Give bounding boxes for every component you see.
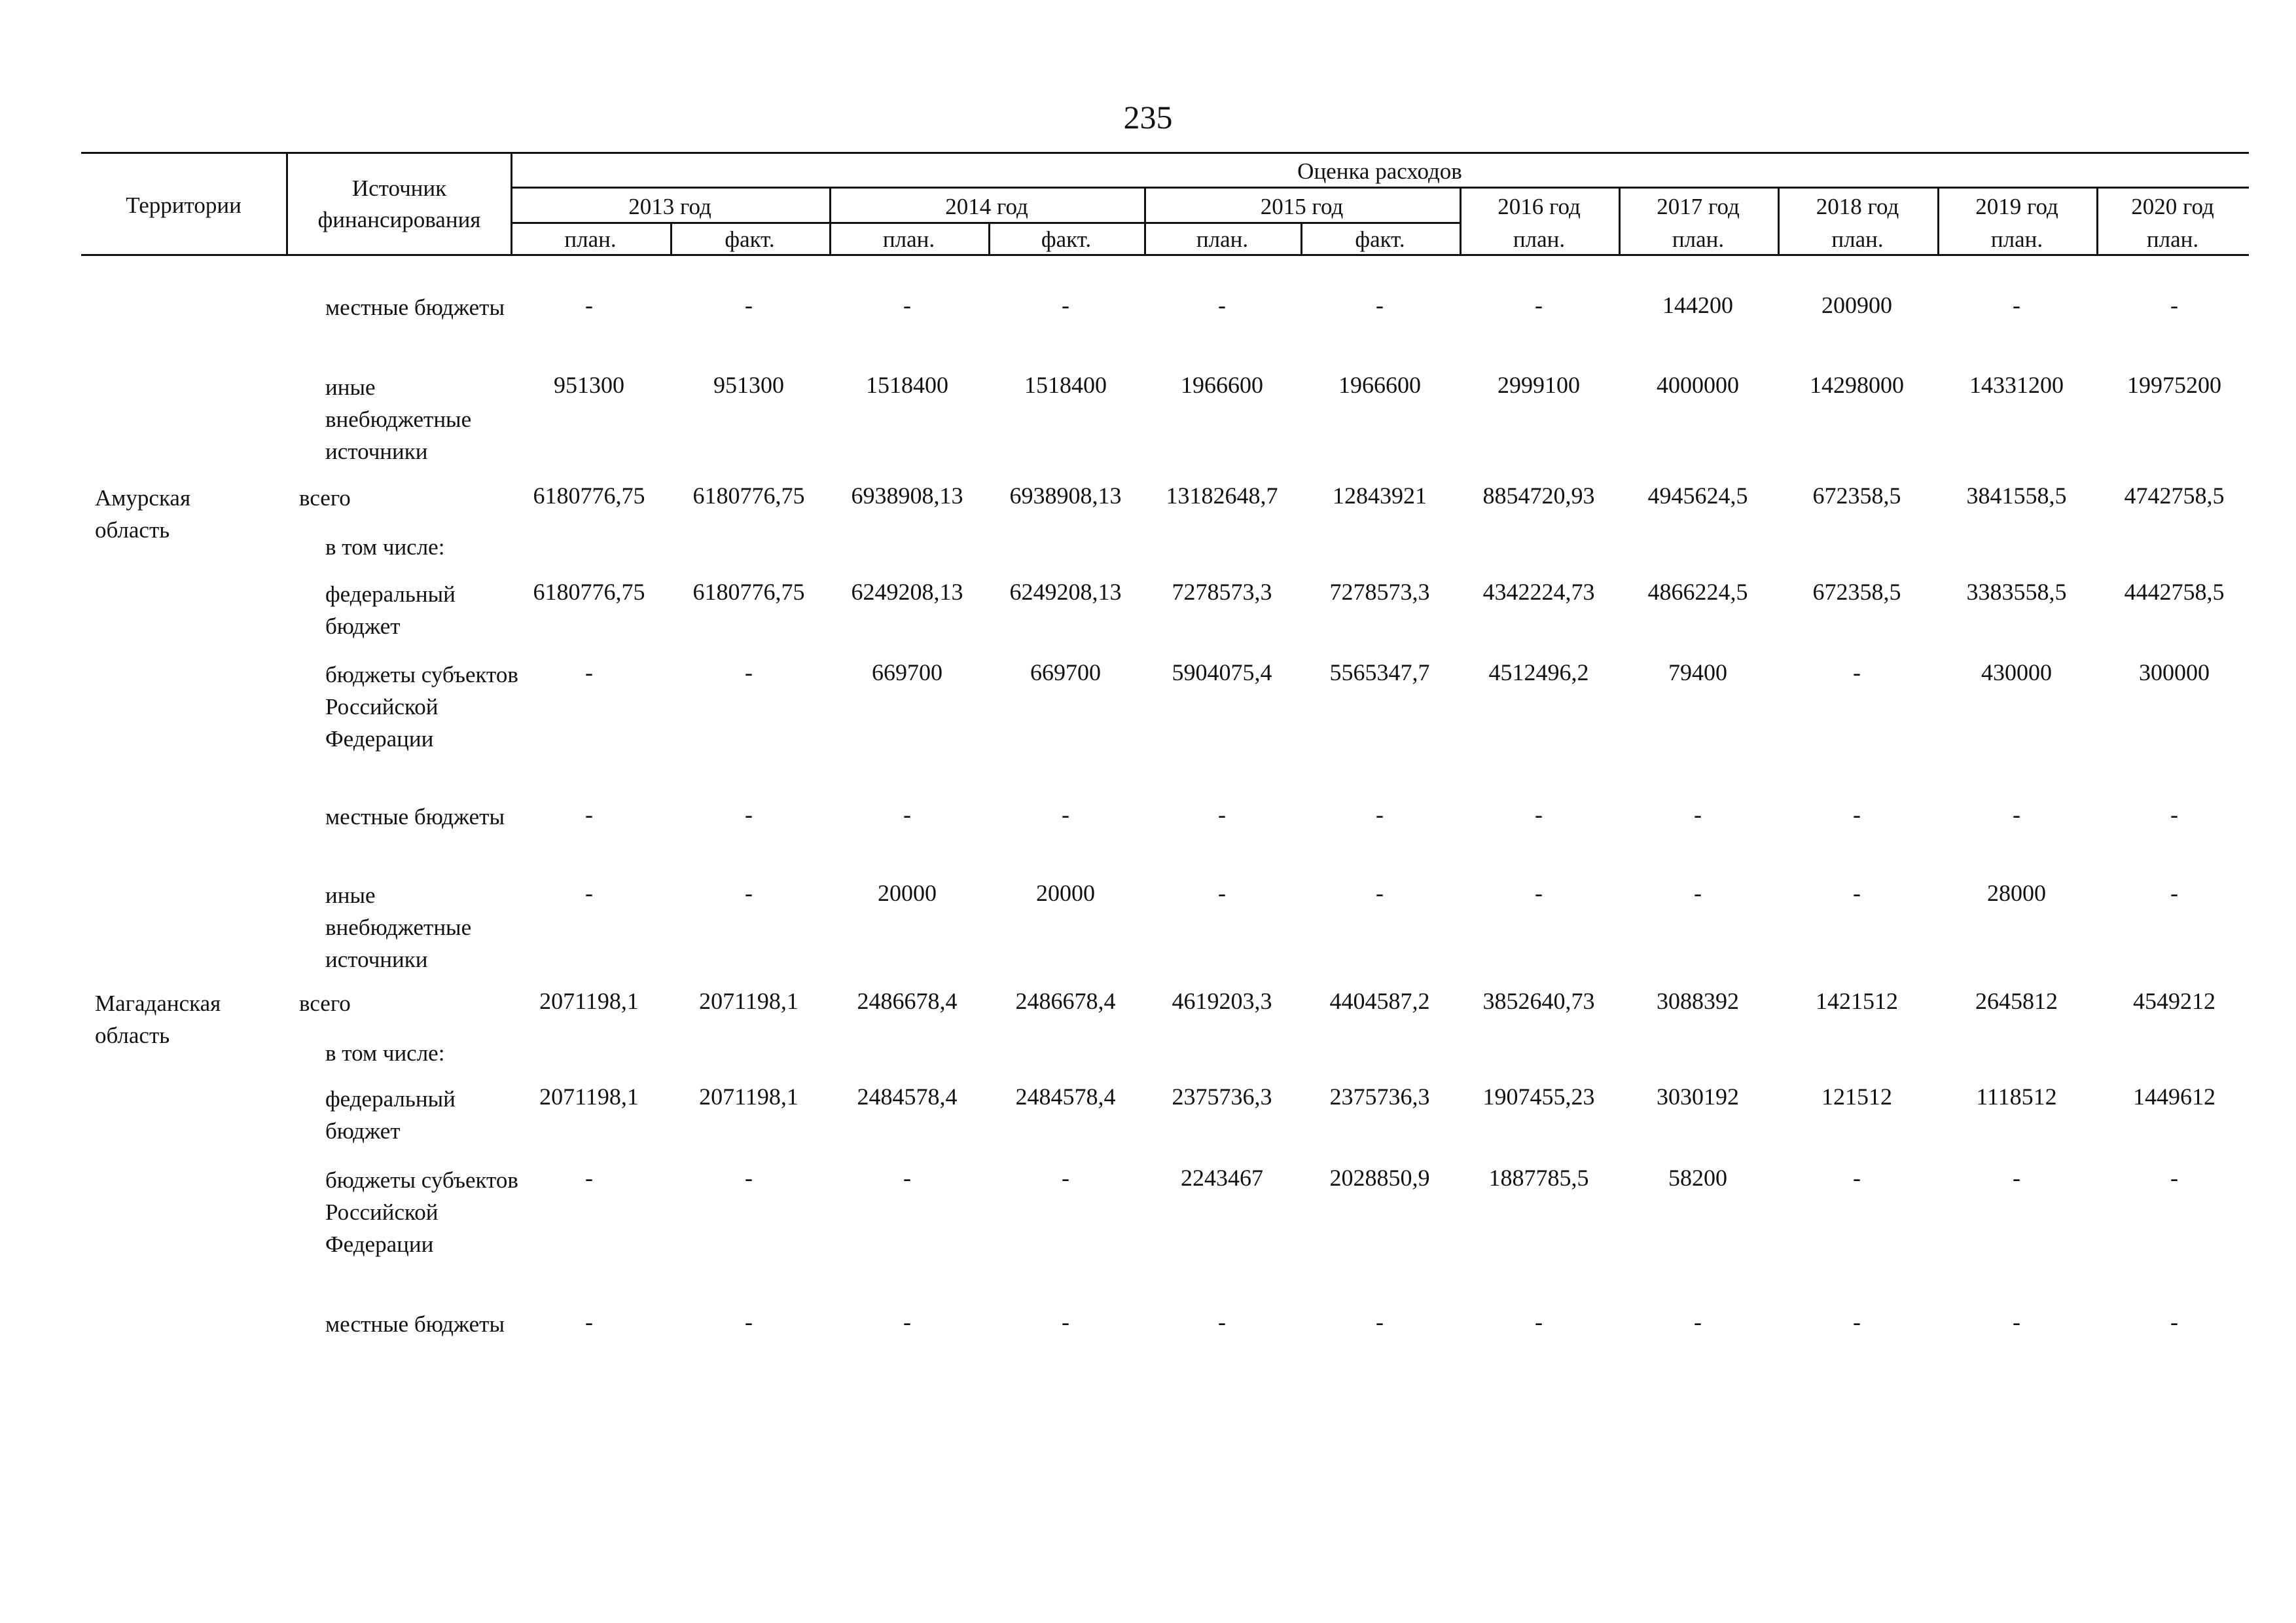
value-cell: - bbox=[903, 801, 911, 828]
value-cell: - bbox=[1062, 292, 1069, 318]
header-subcol: факт. bbox=[1355, 227, 1405, 252]
value-cell: 1966600 bbox=[1338, 372, 1421, 398]
value-cell: 3841558,5 bbox=[1966, 483, 2067, 509]
value-cell: 4512496,2 bbox=[1488, 659, 1589, 685]
value-cell: 5565347,7 bbox=[1329, 659, 1430, 685]
value-cell: - bbox=[2013, 801, 2020, 828]
header-year: 2015 год bbox=[1260, 194, 1344, 219]
value-cell: 4442758,5 bbox=[2124, 579, 2225, 605]
value-cell: 672358,5 bbox=[1812, 579, 1901, 605]
value-cell: 669700 bbox=[1030, 659, 1101, 685]
value-cell: - bbox=[2170, 801, 2178, 828]
value-cell: - bbox=[1218, 1309, 1226, 1335]
value-cell: 28000 bbox=[1987, 880, 2046, 906]
value-cell: 4549212 bbox=[2133, 988, 2215, 1014]
value-cell: 14331200 bbox=[1969, 372, 2064, 398]
value-cell: - bbox=[585, 880, 593, 906]
territory-name: Амурская область bbox=[95, 485, 191, 543]
value-cell: - bbox=[1694, 1309, 1702, 1335]
value-cell: 7278573,3 bbox=[1329, 579, 1430, 605]
value-cell: 20000 bbox=[878, 880, 937, 906]
value-cell: - bbox=[2013, 1309, 2020, 1335]
value-cell: 672358,5 bbox=[1812, 483, 1901, 509]
value-cell: - bbox=[585, 659, 593, 685]
funding-source: бюджеты субъектов Российской Федерации bbox=[325, 662, 518, 752]
value-cell: 951300 bbox=[713, 372, 784, 398]
value-cell: 2071198,1 bbox=[699, 988, 798, 1014]
value-cell: 1449612 bbox=[2133, 1084, 2215, 1110]
value-cell: - bbox=[1853, 659, 1861, 685]
header-subcol: план. bbox=[1831, 227, 1884, 252]
value-cell: 4000000 bbox=[1657, 372, 1739, 398]
value-cell: 4742758,5 bbox=[2124, 483, 2225, 509]
header-year: 2018 год bbox=[1816, 194, 1899, 219]
value-cell: 58200 bbox=[1668, 1165, 1727, 1191]
value-cell: 2028850,9 bbox=[1329, 1165, 1430, 1191]
value-cell: 6180776,75 bbox=[533, 579, 645, 605]
funding-source: иные внебюджетные источники bbox=[325, 883, 472, 972]
header-year: 2016 год bbox=[1498, 194, 1581, 219]
value-cell: - bbox=[1535, 1309, 1543, 1335]
header-subcol: план. bbox=[1672, 227, 1725, 252]
value-cell: 19975200 bbox=[2127, 372, 2221, 398]
value-cell: 6249208,13 bbox=[1009, 579, 1122, 605]
value-cell: 4866224,5 bbox=[1647, 579, 1748, 605]
value-cell: - bbox=[1062, 801, 1069, 828]
header-subcol: план. bbox=[882, 227, 935, 252]
value-cell: - bbox=[1218, 801, 1226, 828]
value-cell: 12843921 bbox=[1333, 483, 1427, 509]
value-cell: 7278573,3 bbox=[1172, 579, 1272, 605]
value-cell: - bbox=[585, 801, 593, 828]
header-top-rule bbox=[81, 152, 2249, 154]
value-cell: - bbox=[745, 1165, 753, 1191]
value-cell: 2375736,3 bbox=[1172, 1084, 1272, 1110]
value-cell: 951300 bbox=[554, 372, 624, 398]
value-cell: 1518400 bbox=[1024, 372, 1107, 398]
header-subcol: факт. bbox=[725, 227, 775, 252]
value-cell: 3088392 bbox=[1657, 988, 1739, 1014]
value-cell: 144200 bbox=[1662, 292, 1733, 318]
value-cell: - bbox=[1376, 292, 1384, 318]
header-subcol: план. bbox=[564, 227, 617, 252]
funding-source: в том числе: bbox=[325, 534, 445, 560]
value-cell: 6938908,13 bbox=[1009, 483, 1122, 509]
funding-source: всего bbox=[299, 485, 351, 511]
value-cell: - bbox=[1218, 880, 1226, 906]
value-cell: - bbox=[1535, 880, 1543, 906]
value-cell: - bbox=[1853, 801, 1861, 828]
value-cell: 13182648,7 bbox=[1166, 483, 1278, 509]
value-cell: 1518400 bbox=[866, 372, 948, 398]
value-cell: 2071198,1 bbox=[539, 988, 639, 1014]
value-cell: 2243467 bbox=[1181, 1165, 1263, 1191]
value-cell: - bbox=[903, 1309, 911, 1335]
value-cell: 8854720,93 bbox=[1482, 483, 1595, 509]
value-cell: 3030192 bbox=[1657, 1084, 1739, 1110]
value-cell: - bbox=[745, 880, 753, 906]
funding-source: федеральный бюджет bbox=[325, 581, 456, 639]
header-source: Источник финансирования bbox=[317, 175, 481, 232]
value-cell: 2484578,4 bbox=[857, 1084, 958, 1110]
value-cell: - bbox=[745, 1309, 753, 1335]
value-cell: - bbox=[585, 292, 593, 318]
value-cell: - bbox=[585, 1309, 593, 1335]
funding-source: местные бюджеты bbox=[325, 295, 505, 320]
value-cell: 2071198,1 bbox=[539, 1084, 639, 1110]
value-cell: - bbox=[1694, 801, 1702, 828]
header-year: 2013 год bbox=[628, 194, 711, 219]
value-cell: - bbox=[1062, 1165, 1069, 1191]
value-cell: 4404587,2 bbox=[1329, 988, 1430, 1014]
territory-name: Магаданская область bbox=[95, 991, 221, 1048]
funding-source: бюджеты субъектов Российской Федерации bbox=[325, 1167, 518, 1257]
value-cell: 79400 bbox=[1668, 659, 1727, 685]
value-cell: 2484578,4 bbox=[1015, 1084, 1116, 1110]
value-cell: 430000 bbox=[1981, 659, 2052, 685]
header-year: 2020 год bbox=[2131, 194, 2214, 219]
header-subcol: план. bbox=[1990, 227, 2043, 252]
value-cell: 2375736,3 bbox=[1329, 1084, 1430, 1110]
value-cell: 5904075,4 bbox=[1172, 659, 1272, 685]
value-cell: - bbox=[1853, 1309, 1861, 1335]
value-cell: 6249208,13 bbox=[851, 579, 963, 605]
value-cell: 3383558,5 bbox=[1966, 579, 2067, 605]
value-cell: 121512 bbox=[1821, 1084, 1892, 1110]
value-cell: - bbox=[2013, 292, 2020, 318]
header-subcol: план. bbox=[1513, 227, 1566, 252]
header-year: 2017 год bbox=[1657, 194, 1740, 219]
value-cell: - bbox=[1376, 1309, 1384, 1335]
header-subcol: план. bbox=[2146, 227, 2199, 252]
value-cell: - bbox=[1853, 880, 1861, 906]
header-year: 2014 год bbox=[945, 194, 1028, 219]
value-cell: 669700 bbox=[872, 659, 942, 685]
funding-source: в том числе: bbox=[325, 1040, 445, 1066]
value-cell: 6938908,13 bbox=[851, 483, 963, 509]
value-cell: 2645812 bbox=[1975, 988, 2058, 1014]
value-cell: - bbox=[745, 659, 753, 685]
value-cell: - bbox=[2170, 292, 2178, 318]
funding-source: местные бюджеты bbox=[325, 804, 505, 830]
value-cell: 6180776,75 bbox=[692, 483, 805, 509]
value-cell: 14298000 bbox=[1810, 372, 1904, 398]
value-cell: - bbox=[903, 292, 911, 318]
value-cell: 300000 bbox=[2139, 659, 2210, 685]
value-cell: - bbox=[1853, 1165, 1861, 1191]
value-cell: 2486678,4 bbox=[857, 988, 958, 1014]
value-cell: - bbox=[2013, 1165, 2020, 1191]
value-cell: - bbox=[1376, 801, 1384, 828]
value-cell: - bbox=[903, 1165, 911, 1191]
value-cell: - bbox=[745, 801, 753, 828]
value-cell: 2486678,4 bbox=[1015, 988, 1116, 1014]
value-cell: - bbox=[2170, 880, 2178, 906]
value-cell: - bbox=[1535, 292, 1543, 318]
value-cell: 3852640,73 bbox=[1482, 988, 1595, 1014]
page-number: 235 bbox=[1123, 99, 1173, 136]
value-cell: 2071198,1 bbox=[699, 1084, 798, 1110]
funding-source: иные внебюджетные источники bbox=[325, 374, 472, 464]
value-cell: 1887785,5 bbox=[1488, 1165, 1589, 1191]
funding-source: местные бюджеты bbox=[325, 1311, 505, 1337]
value-cell: 20000 bbox=[1036, 880, 1095, 906]
value-cell: 2999100 bbox=[1498, 372, 1580, 398]
header-estimate: Оценка расходов bbox=[1297, 158, 1462, 184]
value-cell: - bbox=[585, 1165, 593, 1191]
value-cell: - bbox=[1694, 880, 1702, 906]
header-subcol: факт. bbox=[1041, 227, 1092, 252]
value-cell: 4342224,73 bbox=[1482, 579, 1595, 605]
value-cell: 200900 bbox=[1821, 292, 1892, 318]
value-cell: 4619203,3 bbox=[1172, 988, 1272, 1014]
funding-source: всего bbox=[299, 991, 351, 1016]
value-cell: - bbox=[1062, 1309, 1069, 1335]
value-cell: 1907455,23 bbox=[1482, 1084, 1595, 1110]
value-cell: 1421512 bbox=[1816, 988, 1898, 1014]
value-cell: - bbox=[1376, 880, 1384, 906]
header-territories: Территории bbox=[126, 192, 242, 218]
header-subcol: план. bbox=[1196, 227, 1249, 252]
value-cell: - bbox=[2170, 1309, 2178, 1335]
funding-source: федеральный бюджет bbox=[325, 1086, 456, 1144]
value-cell: - bbox=[1218, 292, 1226, 318]
value-cell: 1966600 bbox=[1181, 372, 1263, 398]
value-cell: - bbox=[2170, 1165, 2178, 1191]
header-year: 2019 год bbox=[1975, 194, 2058, 219]
value-cell: 6180776,75 bbox=[533, 483, 645, 509]
value-cell: 4945624,5 bbox=[1647, 483, 1748, 509]
value-cell: - bbox=[1535, 801, 1543, 828]
value-cell: - bbox=[745, 292, 753, 318]
value-cell: 1118512 bbox=[1976, 1084, 2057, 1110]
value-cell: 6180776,75 bbox=[692, 579, 805, 605]
